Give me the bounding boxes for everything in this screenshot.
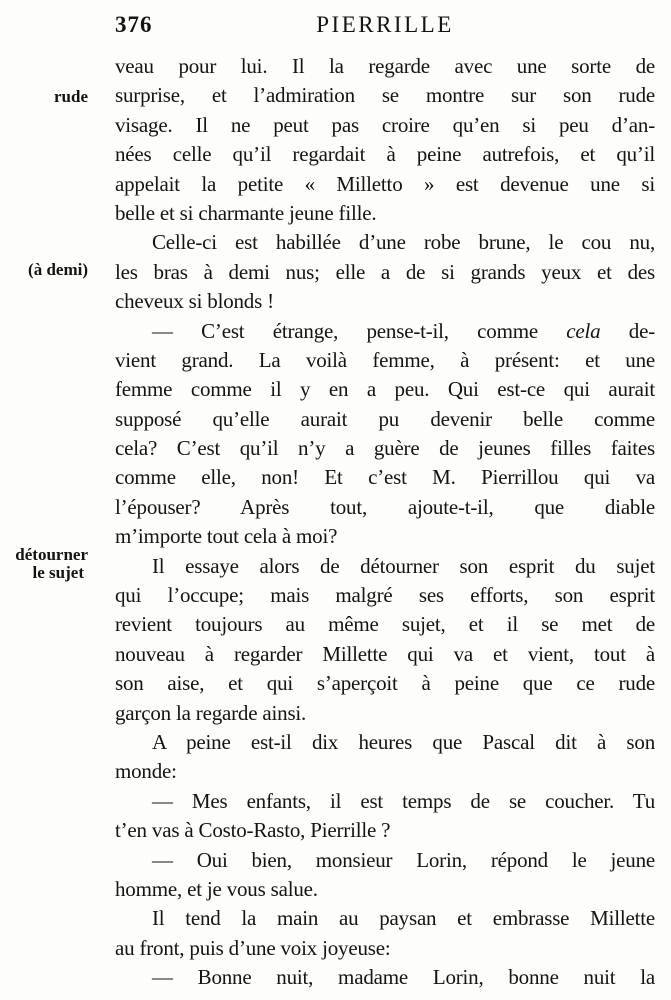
text-line: comme elle, non! Et c’est M. Pierrillou qui va xyxy=(115,465,655,490)
body-text-column xyxy=(115,52,655,993)
text-line: nouveau à regarder Millette qui va et vient, tout à xyxy=(115,641,655,666)
text-line: cela? C’est qu’il n’y a guère de jeunes filles faites xyxy=(115,436,655,461)
text-line: Celle-ci est habillée d’une robe brune, le cou nu, xyxy=(152,230,655,255)
text-line: appelait la petite « Milletto » est devenue une si xyxy=(115,171,655,196)
margin-note-rude xyxy=(0,87,88,107)
text-line: garçon la regarde ainsi. xyxy=(115,700,307,725)
text-line: supposé qu’elle aurait pu devenir belle comme xyxy=(115,406,655,431)
text-line: t’en vas à Costo-Rasto, Pierrille ? xyxy=(115,818,391,843)
text-line: belle et si charmante jeune fille. xyxy=(115,200,377,225)
text-line: les bras à demi nus; elle a de si grands yeux et des xyxy=(115,259,655,284)
margin-note-text: le sujet xyxy=(32,563,84,582)
text-line: l’épouser? Après tout, ajoute-t-il, que diable xyxy=(115,494,655,519)
text-line: veau pour lui. Il la regarde avec une sorte de xyxy=(115,54,655,78)
text-line: — Mes enfants, il est temps de se coucher. Tu xyxy=(152,788,655,813)
text-line: qui l’occupe; mais malgré ses efforts, son esprit xyxy=(115,583,655,608)
margin-note-text: rude xyxy=(54,87,88,106)
margin-notes-column xyxy=(0,0,88,1000)
running-title: PIERRILLE xyxy=(316,12,454,37)
text-line: — Bonne nuit, madame Lorin, bonne nuit la xyxy=(152,965,655,990)
italic-word: cela xyxy=(566,318,601,343)
page-number: 376 xyxy=(115,12,153,37)
text-line: — Oui bien, monsieur Lorin, répond le jeune xyxy=(152,847,655,872)
text-line: au front, puis d’une voix joyeuse: xyxy=(115,935,391,960)
running-head xyxy=(115,11,655,39)
text-line: surprise, et l’admiration se montre sur son rude xyxy=(115,83,655,108)
text-line: visage. Il ne peut pas croire qu’en si peu d’an- xyxy=(115,112,655,137)
text-line: Il tend la main au paysan et embrasse Millette xyxy=(152,906,655,931)
text-line: Il essaye alors de détourner son esprit du sujet xyxy=(152,553,655,578)
text-line: revient toujours au même sujet, et il se met de xyxy=(115,612,655,637)
text-line: cheveux si blonds ! xyxy=(115,289,274,314)
text-line: son aise, et qui s’aperçoit à peine que ce rude xyxy=(115,671,655,696)
text-line: homme, et je vous salue. xyxy=(115,876,318,901)
text-line: vient grand. La voilà femme, à présent: et une xyxy=(115,347,655,372)
margin-note-a-demi xyxy=(0,260,88,280)
text-segment: — C’est étrange, pense-t-il, comme xyxy=(152,318,567,343)
text-line: femme comme il y en a peu. Qui est-ce qui aurait xyxy=(115,377,655,402)
margin-note-detourner-le-sujet xyxy=(0,546,88,582)
margin-note-text: (à demi) xyxy=(28,260,88,279)
text-line: m’importe tout cela à moi? xyxy=(115,524,338,549)
text-line: nées celle qu’il regardait à peine autrefois, et qu’il xyxy=(115,142,655,167)
text-line xyxy=(115,317,655,346)
margin-note-text: détourner xyxy=(15,545,88,564)
text-segment: de- xyxy=(600,318,655,343)
text-line: A peine est-il dix heures que Pascal dit à son xyxy=(152,729,655,754)
text-line: monde: xyxy=(115,759,177,784)
